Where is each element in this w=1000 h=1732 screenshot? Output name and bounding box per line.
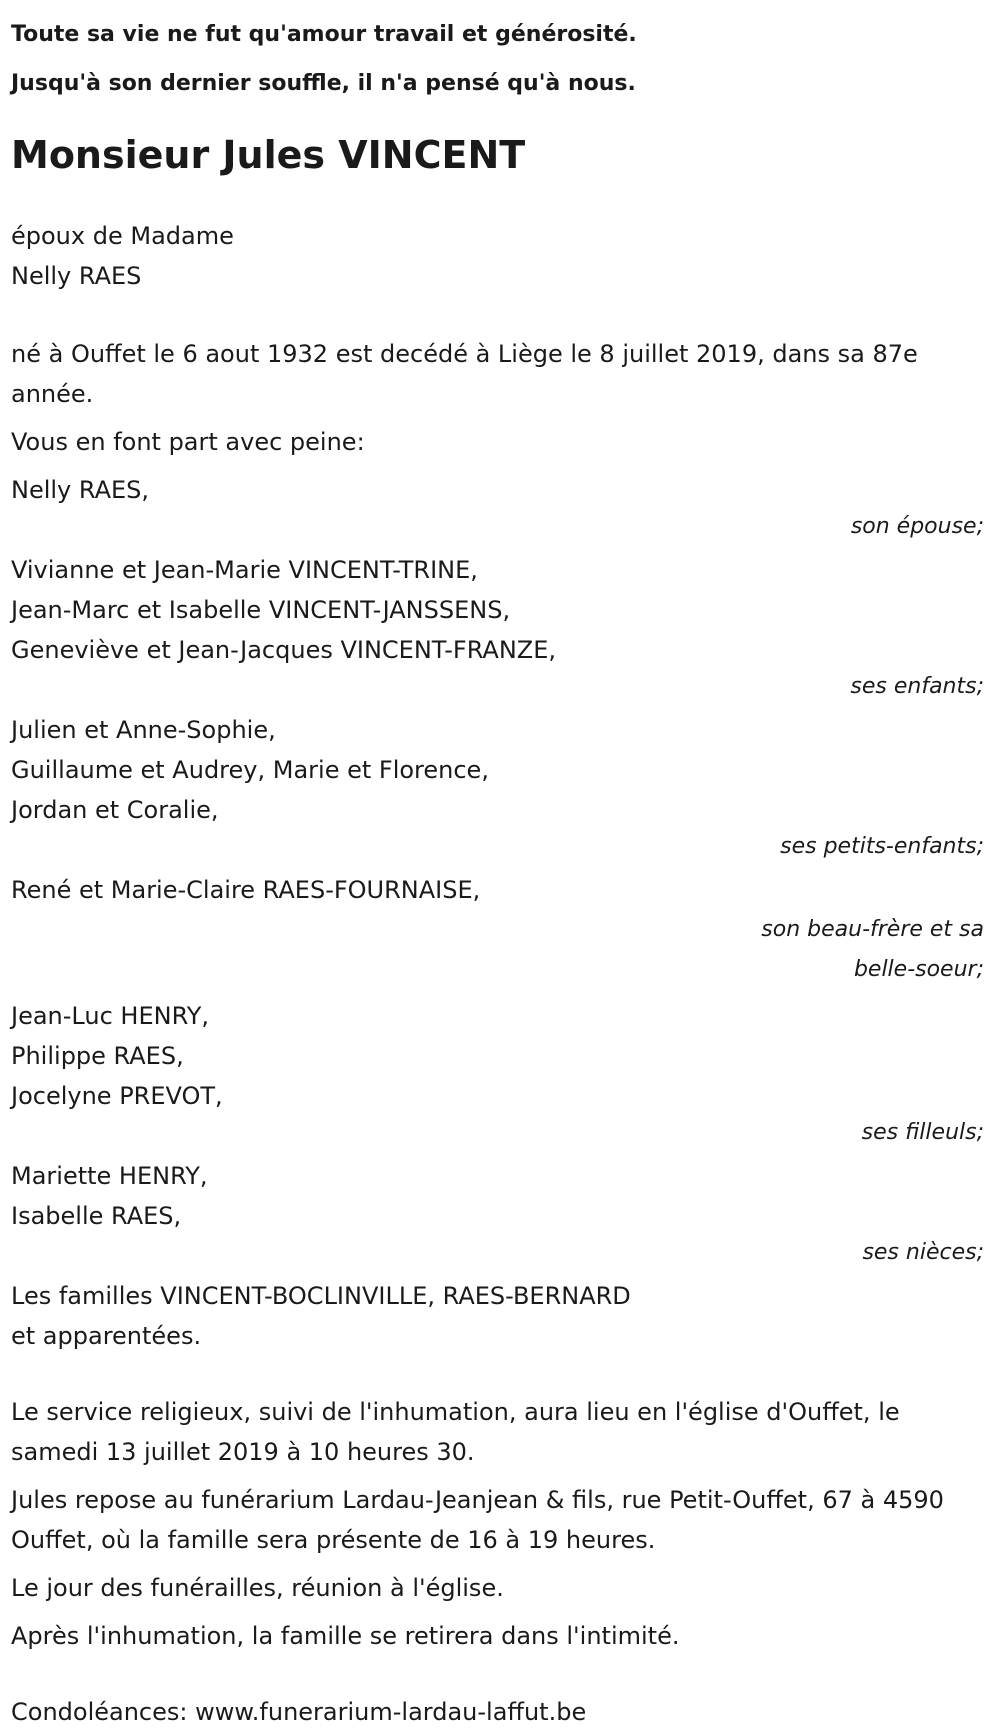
service-after: Après l'inhumation, la famille se retirera dans l'intimité. <box>11 1622 680 1650</box>
family-name: Jean-Luc HENRY, <box>11 1002 209 1030</box>
birth-death-text: né à Ouffet le 6 aout 1932 est decédé à Liège le 8 juillet 2019, dans sa 87e année. <box>11 340 918 408</box>
relation-label: belle-soeur; <box>853 957 984 982</box>
family-group-grandchildren <box>11 710 984 864</box>
family-name: Nelly RAES, <box>11 476 150 504</box>
deceased-name: Monsieur Jules VINCENT <box>11 133 526 177</box>
relation-label: ses enfants; <box>850 674 984 699</box>
motto-line: Toute sa vie ne fut qu'amour travail et générosité. <box>11 22 637 47</box>
announce-intro: Vous en font part avec peine: <box>11 428 365 456</box>
family-name: Isabelle RAES, <box>11 1202 182 1230</box>
family-name: Guillaume et Audrey, Marie et Florence, <box>11 756 489 784</box>
family-name: Philippe RAES, <box>11 1042 184 1070</box>
spouse-block <box>11 216 984 296</box>
motto-block <box>11 10 984 108</box>
family-group-godchildren <box>11 996 984 1150</box>
spouse-line: époux de Madame <box>11 222 234 250</box>
motto-line: Jusqu'à son dernier souffle, il n'a pensé qu'à nous. <box>11 71 636 96</box>
relation-label: son beau-frère et sa <box>761 917 984 942</box>
family-group-nieces <box>11 1156 984 1270</box>
family-name: Jocelyne PREVOT, <box>11 1082 223 1110</box>
spouse-line: Nelly RAES <box>11 262 142 290</box>
family-name: Mariette HENRY, <box>11 1162 208 1190</box>
families-line: et apparentées. <box>11 1322 202 1350</box>
family-group-in-laws <box>11 870 984 990</box>
family-name: Vivianne et Jean-Marie VINCENT-TRINE, <box>11 556 478 584</box>
family-name: Geneviève et Jean-Jacques VINCENT-FRANZE, <box>11 636 557 664</box>
relation-label: son épouse; <box>850 514 984 539</box>
service-religious: Le service religieux, suivi de l'inhumation, aura lieu en l'église d'Ouffet, le samedi 13 juillet 2019 à 10 heures 30. <box>11 1398 900 1466</box>
service-funerarium: Jules repose au funérarium Lardau-Jeanjean & fils, rue Petit-Ouffet, 67 à 4590 Ouffet, où la famille sera présente de 16 à 19 heures. <box>11 1486 944 1554</box>
service-meeting: Le jour des funérailles, réunion à l'église. <box>11 1574 504 1602</box>
family-group-spouse <box>11 470 984 544</box>
family-group-children <box>11 550 984 704</box>
service-block <box>11 1392 984 1656</box>
family-name: Jean-Marc et Isabelle VINCENT-JANSSENS, <box>11 596 511 624</box>
relation-label: ses nièces; <box>862 1240 984 1265</box>
family-name: Jordan et Coralie, <box>11 796 219 824</box>
condolences-text: Condoléances: www.funerarium-lardau-laffut.be <box>11 1698 587 1726</box>
families-line: Les familles VINCENT-BOCLINVILLE, RAES-BERNARD <box>11 1282 631 1310</box>
relation-label: ses petits-enfants; <box>780 834 984 859</box>
family-name: Julien et Anne-Sophie, <box>11 716 276 744</box>
families-block <box>11 1276 984 1356</box>
family-name: René et Marie-Claire RAES-FOURNAISE, <box>11 876 481 904</box>
relation-label: ses filleuls; <box>861 1120 984 1145</box>
